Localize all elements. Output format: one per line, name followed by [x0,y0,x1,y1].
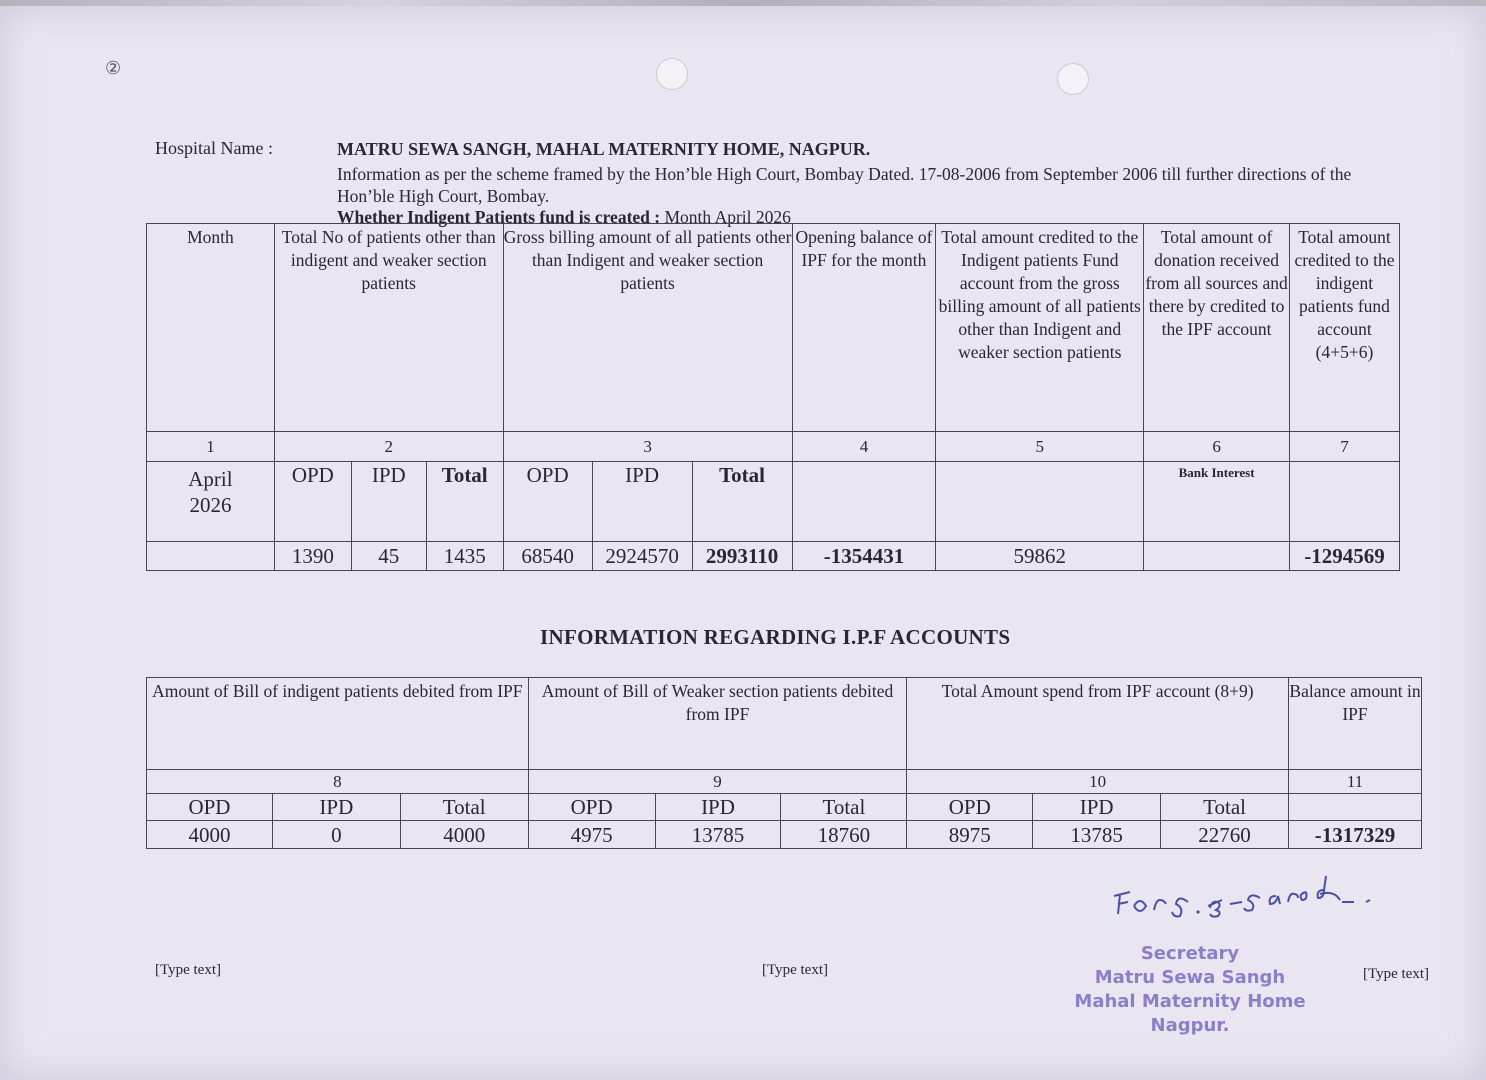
section-title: INFORMATION REGARDING I.P.F ACCOUNTS [540,625,1011,649]
column-number: 9 [528,770,907,794]
table-header-row [147,678,1422,770]
empty-cell [792,462,936,542]
subheader-row [147,794,1422,821]
ipd-count: 45 [351,542,426,571]
column-number: 5 [936,432,1144,462]
column-number: 2 [274,432,503,462]
total-amount: 2993110 [692,542,792,571]
page-marker: ② [105,58,122,78]
balance-amount: -1317329 [1289,821,1422,849]
weaker-total: 18760 [781,821,907,849]
ipd-subheader: IPD [272,794,400,821]
subheader-row [147,462,1400,542]
column-number-row [147,432,1400,462]
scheme-info: Information as per the scheme framed by the Hon’ble High Court, Bombay Dated. 17-08-2006 from September 2006 till further directions of the Hon’ble High Court, Bombay. [337,164,1352,206]
bank-interest-label: Bank Interest [1144,462,1290,542]
total-credited: -1294569 [1289,542,1399,571]
opd-subheader: OPD [503,462,592,542]
donation-amount [1144,542,1290,571]
punch-hole [656,58,688,90]
total-subheader: Total [426,462,503,542]
opd-subheader: OPD [274,462,351,542]
column-number: 4 [792,432,936,462]
total-subheader: Total [692,462,792,542]
opd-subheader: OPD [147,794,273,821]
spend-ipd: 13785 [1033,821,1161,849]
weaker-opd: 4975 [528,821,655,849]
month-value [147,462,275,542]
stamp-line: Mahal Maternity Home [1074,991,1306,1012]
opd-subheader: OPD [907,794,1033,821]
column-number: 8 [147,770,529,794]
column-number: 7 [1289,432,1399,462]
patients-count-header: Total No of patients other than indigent and weaker section patients [274,224,503,432]
ipd-subheader: IPD [592,462,692,542]
footer-placeholder-center: [Type text] [762,962,829,978]
values-row [147,821,1422,849]
opd-amount: 68540 [503,542,592,571]
hospital-name-label: Hospital Name : [155,138,273,158]
table-header-row [147,224,1400,432]
handwritten-signature [1110,872,1380,922]
total-subheader: Total [400,794,528,821]
indigent-ipd: 0 [272,821,400,849]
column-number: 6 [1144,432,1290,462]
indigent-bill-header: Amount of Bill of indigent patients debited from IPF [147,678,529,770]
column-number: 1 [147,432,275,462]
footer-placeholder-right: [Type text] [1363,966,1430,982]
values-row [147,542,1400,571]
fund-created-label: Whether Indigent Patients fund is created : [337,207,661,227]
stamp-line: Nagpur. [1150,1015,1230,1036]
donation-header: Total amount of donation received from all sources and there by credited to the IPF account [1144,224,1290,432]
empty-cell [147,542,275,571]
total-count: 1435 [426,542,503,571]
indigent-opd: 4000 [147,821,273,849]
fund-created-value: Month April 2026 [660,207,791,227]
total-credited-header: Total amount credited to the indigent patients fund account (4+5+6) [1289,224,1399,432]
empty-cell [1289,462,1399,542]
opening-balance: -1354431 [792,542,936,571]
column-number: 10 [907,770,1289,794]
total-spend-header: Total Amount spend from IPF account (8+9) [907,678,1289,770]
ipf-accounts-table [146,677,1422,849]
empty-cell [1289,794,1422,821]
total-subheader: Total [1161,794,1289,821]
ipd-subheader: IPD [1033,794,1161,821]
total-subheader: Total [781,794,907,821]
hospital-name: MATRU SEWA SANGH, MAHAL MATERNITY HOME, NAGPUR. [337,139,871,159]
patients-fund-table [146,223,1400,571]
month-header: Month [147,224,275,432]
empty-cell [936,462,1144,542]
spend-opd: 8975 [907,821,1033,849]
column-number: 11 [1289,770,1422,794]
amount-credited-header: Total amount credited to the Indigent patients Fund account from the gross billing amount of all patients other than Indigent and weaker section patients [936,224,1144,432]
amount-credited: 59862 [936,542,1144,571]
footer-placeholder-left: [Type text] [155,962,222,978]
opd-count: 1390 [274,542,351,571]
ipd-subheader: IPD [655,794,781,821]
gross-billing-header: Gross billing amount of all patients other than Indigent and weaker section patients [503,224,792,432]
punch-hole [1057,63,1089,95]
opd-subheader: OPD [528,794,655,821]
secretary-stamp [1060,942,1320,1038]
indigent-total: 4000 [400,821,528,849]
spend-total: 22760 [1161,821,1289,849]
ipd-subheader: IPD [351,462,426,542]
stamp-line: Secretary [1140,943,1240,964]
month-value-text: April 2026 [188,467,233,517]
ipd-amount: 2924570 [592,542,692,571]
column-number: 3 [503,432,792,462]
weaker-bill-header: Amount of Bill of Weaker section patients debited from IPF [528,678,907,770]
column-number-row [147,770,1422,794]
opening-balance-header: Opening balance of IPF for the month [792,224,936,432]
stamp-line: Matru Sewa Sangh [1094,967,1286,988]
balance-header: Balance amount in IPF [1289,678,1422,770]
weaker-ipd: 13785 [655,821,781,849]
